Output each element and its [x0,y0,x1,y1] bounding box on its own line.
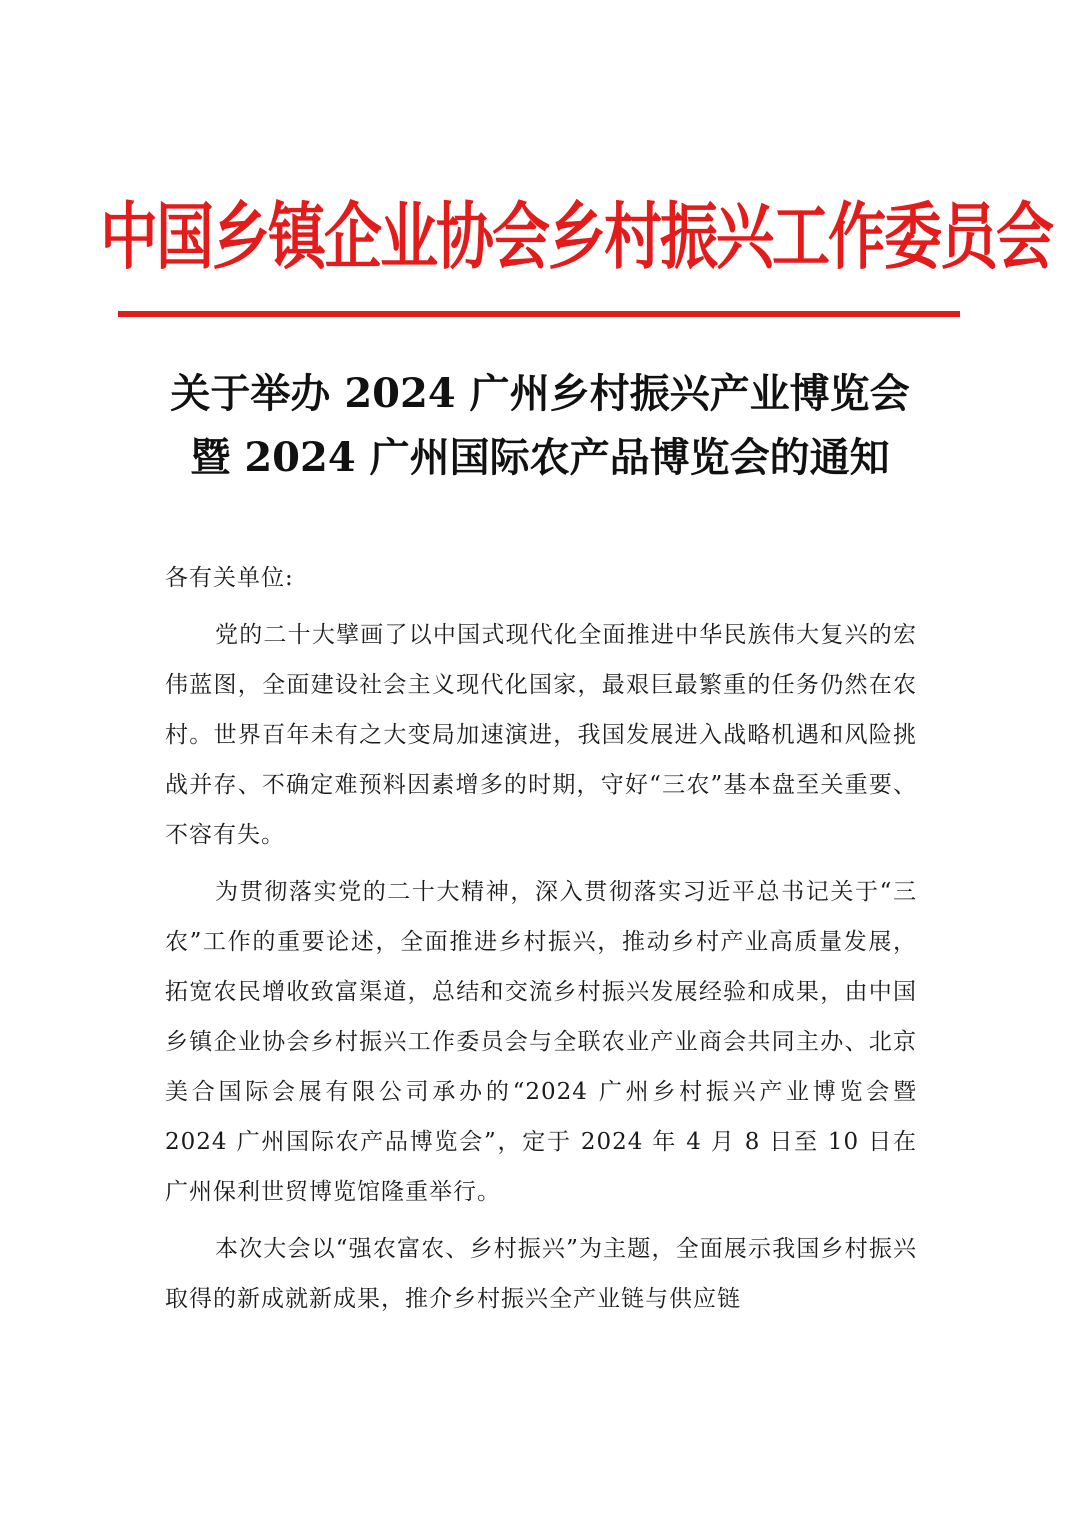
issuer-masthead: 中国乡镇企业协会乡村振兴工作委员会 [100,194,1053,280]
body-paragraph-1: 党的二十大擘画了以中国式现代化全面推进中华民族伟大复兴的宏伟蓝图，全面建设社会主义现代化国家，最艰巨最繁重的任务仍然在农村。世界百年未有之大变局加速演进，我国发展进入战略机遇和风险挑战并存、不确定难预料因素增多的时期，守好“三农”基本盘至关重要、不容有失。 [165,622,917,848]
notice-title-line-2: 暨 2024 广州国际农产品博览会的通知 [190,434,890,481]
red-divider-line [118,311,960,317]
body-paragraph-3: 本次大会以“强农富农、乡村振兴”为主题，全面展示我国乡村振兴取得的新成就新成果，推介乡村振兴全产业链与供应链 [165,1236,917,1312]
notice-title-line-1: 关于举办 2024 广州乡村振兴产业博览会 [170,370,910,417]
body-paragraph-2: 为贯彻落实党的二十大精神，深入贯彻落实习近平总书记关于“三农”工作的重要论述，全面推进乡村振兴，推动乡村产业高质量发展，拓宽农民增收致富渠道，总结和交流乡村振兴发展经验和成果，由中国乡镇企业协会乡村振兴工作委员会与全联农业产业商会共同主办、北京美合国际会展有限公司承办的“2024 广州乡村振兴产业博览会暨 2024 广州国际农产品博览会”，定于 2024 年 4 月 8 日至 10 日在广州保利世贸博览馆隆重举行。 [165,879,917,1205]
notice-body [165,553,917,1324]
salutation: 各有关单位: [165,565,294,591]
notice-title [100,362,980,490]
